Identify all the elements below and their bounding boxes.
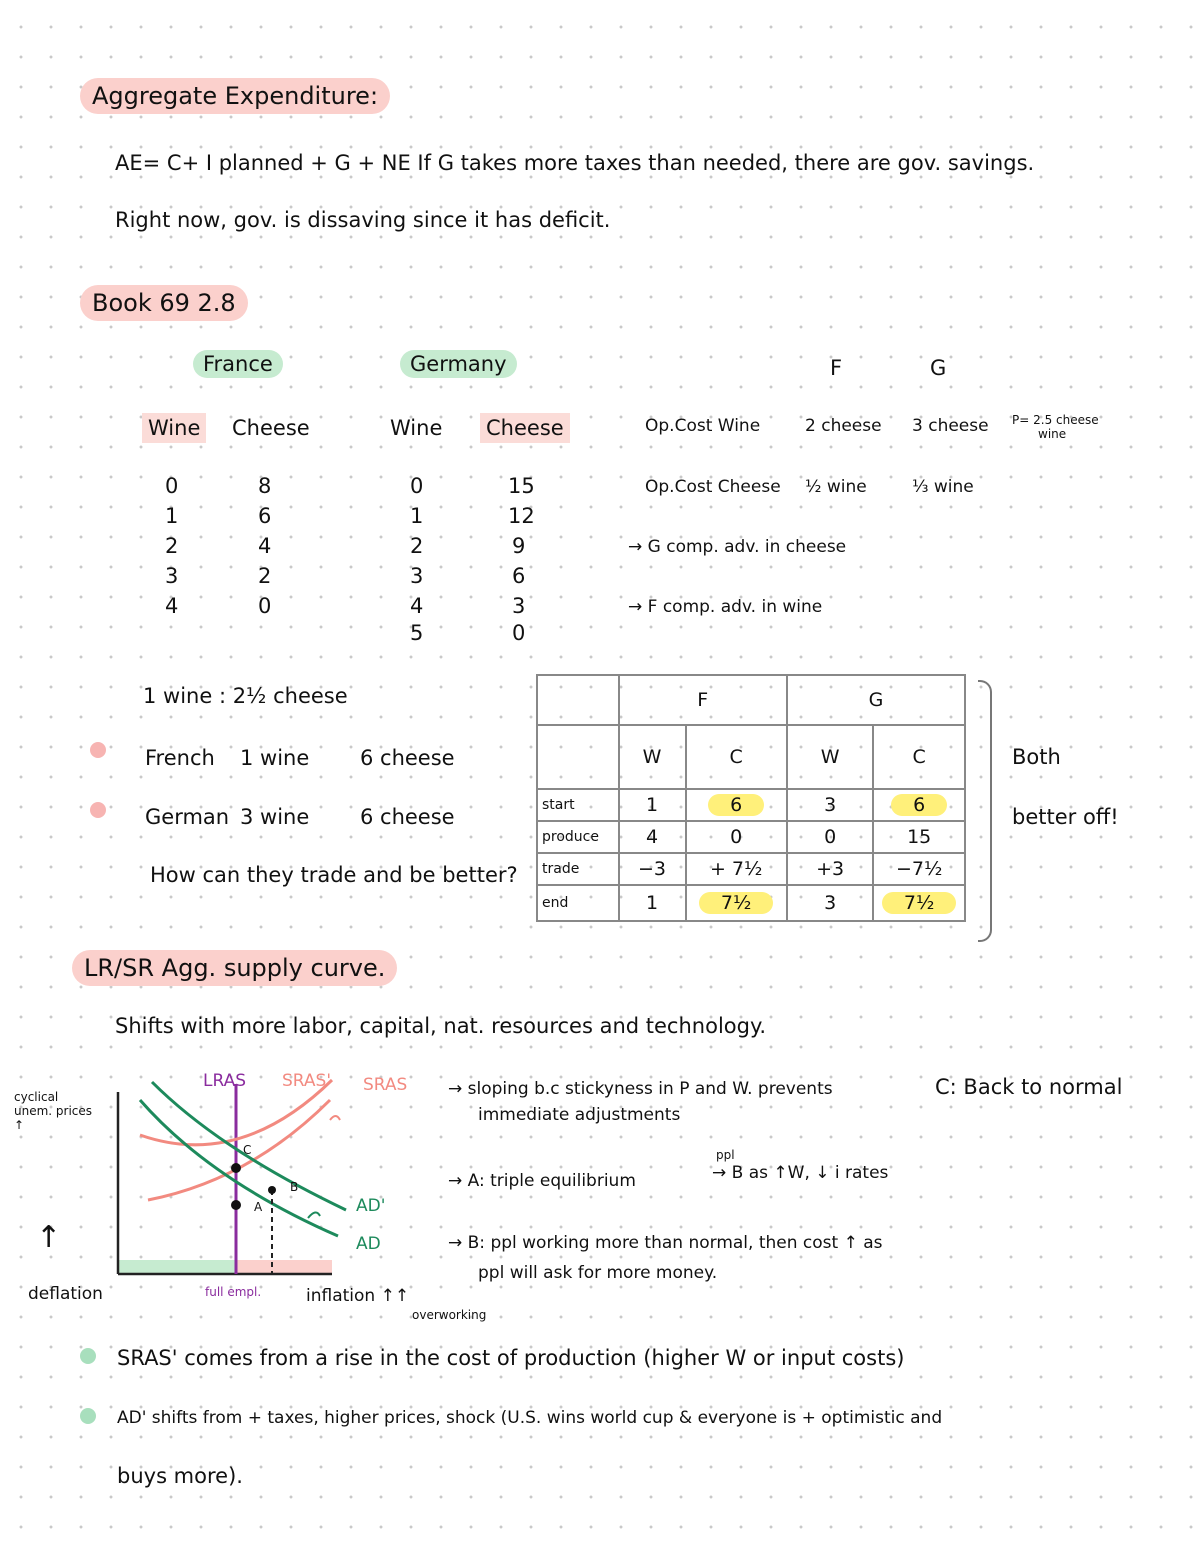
book-heading: Book 69 2.8	[80, 285, 248, 321]
france-wine-header: Wine	[142, 413, 206, 443]
comp-adv-cheese: → G comp. adv. in cheese	[628, 537, 847, 557]
sras-prime-label: SRAS'	[282, 1071, 332, 1091]
ae-formula-line: AE= C+ I planned + G + NE If G takes more taxes than needed, there are gov. savings.	[115, 151, 1035, 175]
bullet-dot	[90, 802, 106, 818]
both-label: Both	[1012, 745, 1061, 769]
inflation-label: inflation ↑↑	[306, 1286, 410, 1306]
shifts-line: Shifts with more labor, capital, nat. resources and technology.	[115, 1014, 767, 1038]
germany-wine-cell: 5	[410, 621, 424, 645]
germany-wine-cell: 4	[410, 594, 424, 618]
note-sloping: → sloping b.c stickyness in P and W. prevents	[448, 1079, 833, 1099]
note-b-wages: → B as ↑W, ↓ i rates	[712, 1163, 889, 1183]
table-row	[537, 821, 965, 853]
france-cheese-cell: 6	[258, 504, 272, 528]
france-cheese-header: Cheese	[232, 416, 310, 440]
opcost-cheese-label: Op.Cost Cheese	[645, 477, 781, 497]
trade-table	[536, 674, 966, 922]
note-c: C: Back to normal	[935, 1075, 1123, 1099]
ad-prime-label: AD'	[356, 1196, 386, 1216]
france-wine-cell: 0	[165, 474, 179, 498]
germany-wine-header: Wine	[390, 416, 443, 440]
ae-dissaving-line: Right now, gov. is dissaving since it has deficit.	[115, 208, 611, 232]
ad-shift-bullet-cont: buys more).	[117, 1464, 243, 1488]
cell: 3	[787, 789, 874, 821]
germany-cheese-cell: 3	[512, 594, 526, 618]
bullet-dot	[80, 1408, 96, 1424]
france-wine-cell: 2	[165, 534, 179, 558]
point-c-label: C	[243, 1143, 252, 1157]
cell: 1	[619, 789, 686, 821]
cell: 0	[686, 821, 787, 853]
germany-cheese-cell: 12	[508, 504, 535, 528]
better-off-label: better off!	[1012, 805, 1119, 829]
france-wine-cell: 4	[165, 594, 179, 618]
france-cheese-cell: 2	[258, 564, 272, 588]
germany-cheese-header: Cheese	[480, 413, 570, 443]
note-ppl: ppl	[716, 1148, 735, 1162]
full-empl-label: full empl.	[205, 1285, 262, 1299]
ad-shift-arrow	[308, 1212, 320, 1218]
row-label: trade	[537, 853, 619, 885]
row-label: start	[537, 789, 619, 821]
trade-subcol: C	[873, 725, 965, 789]
cell: +3	[787, 853, 874, 885]
trade-subcol: C	[686, 725, 787, 789]
opcost-wine-g: 3 cheese	[912, 416, 989, 436]
ad-label: AD	[356, 1234, 381, 1254]
cell-highlight: 7½	[873, 885, 965, 921]
bullet-dot	[80, 1348, 96, 1364]
deflation-zone	[118, 1260, 236, 1274]
sras-shift-arrow	[330, 1116, 340, 1120]
trade-subcol: W	[619, 725, 686, 789]
ad-shift-bullet: AD' shifts from + taxes, higher prices, shock (U.S. wins world cup & everyone is + optimistic and	[117, 1408, 943, 1428]
france-cheese-cell: 8	[258, 474, 272, 498]
lrsr-heading: LR/SR Agg. supply curve.	[72, 950, 397, 986]
opcost-col-g: G	[930, 356, 947, 380]
trade-subcol: W	[787, 725, 874, 789]
sras-cause-bullet: SRAS' comes from a rise in the cost of production (higher W or input costs)	[117, 1346, 905, 1370]
blank-cell	[537, 725, 619, 789]
cell: 0	[787, 821, 874, 853]
french-cheese: 6 cheese	[360, 746, 455, 770]
point-a-label: A	[254, 1200, 263, 1214]
opcost-wine-label: Op.Cost Wine	[645, 416, 761, 436]
table-row	[537, 789, 965, 821]
cell: 1	[619, 885, 686, 921]
germany-wine-cell: 1	[410, 504, 424, 528]
germany-wine-cell: 0	[410, 474, 424, 498]
cell: + 7½	[686, 853, 787, 885]
inflation-zone	[236, 1260, 332, 1274]
cell: 3	[787, 885, 874, 921]
germany-wine-cell: 2	[410, 534, 424, 558]
opcost-col-f: F	[830, 356, 843, 380]
table-row	[537, 885, 965, 921]
german-who: German	[145, 805, 230, 829]
brace	[978, 680, 992, 942]
point-a-dot	[231, 1200, 241, 1210]
note-b: → B: ppl working more than normal, then cost ↑ as	[448, 1233, 883, 1253]
cell: −7½	[873, 853, 965, 885]
point-b-dot	[268, 1186, 276, 1194]
comp-adv-wine: → F comp. adv. in wine	[628, 597, 823, 617]
note-sloping-cont: immediate adjustments	[478, 1105, 681, 1125]
cell-highlight: 7½	[686, 885, 787, 921]
note-a: → A: triple equilibrium	[448, 1171, 636, 1191]
french-wine: 1 wine	[240, 746, 310, 770]
cell: 15	[873, 821, 965, 853]
germany-cheese-cell: 0	[512, 621, 526, 645]
trade-question: How can they trade and be better?	[150, 863, 518, 887]
germany-wine-cell: 3	[410, 564, 424, 588]
price-note: P= 2.5 cheese wine	[1012, 413, 1099, 441]
france-wine-cell: 1	[165, 504, 179, 528]
deflation-label: deflation	[28, 1284, 103, 1304]
ae-heading: Aggregate Expenditure:	[80, 78, 390, 114]
cell: −3	[619, 853, 686, 885]
france-cheese-cell: 0	[258, 594, 272, 618]
cell: 4	[619, 821, 686, 853]
bullet-dot	[90, 742, 106, 758]
opcost-cheese-f: ½ wine	[805, 477, 867, 497]
up-arrow-icon: ↑	[36, 1220, 62, 1255]
germany-cheese-cell: 9	[512, 534, 526, 558]
lras-label: LRAS	[203, 1071, 247, 1091]
point-b-label: B	[290, 1180, 299, 1194]
germany-label: Germany	[400, 350, 517, 378]
france-wine-cell: 3	[165, 564, 179, 588]
opcost-wine-f: 2 cheese	[805, 416, 882, 436]
y-axis-label: cyclical unem. prices ↑	[14, 1090, 93, 1132]
germany-cheese-cell: 6	[512, 564, 526, 588]
cell-highlight: 6	[686, 789, 787, 821]
blank-cell	[537, 675, 619, 725]
row-label: end	[537, 885, 619, 921]
cell-highlight: 6	[873, 789, 965, 821]
overworking-label: overworking	[412, 1308, 487, 1322]
sras-label: SRAS	[363, 1075, 408, 1095]
point-c-dot	[231, 1163, 241, 1173]
note-b-cont: ppl will ask for more money.	[478, 1263, 718, 1283]
opcost-cheese-g: ⅓ wine	[912, 477, 974, 497]
france-cheese-cell: 4	[258, 534, 272, 558]
french-who: French	[145, 746, 215, 770]
germany-cheese-cell: 15	[508, 474, 535, 498]
trade-col-f: F	[619, 675, 787, 725]
german-cheese: 6 cheese	[360, 805, 455, 829]
france-label: France	[193, 350, 283, 378]
row-label: produce	[537, 821, 619, 853]
exchange-ratio: 1 wine : 2½ cheese	[143, 684, 348, 708]
german-wine: 3 wine	[240, 805, 310, 829]
table-row	[537, 853, 965, 885]
trade-col-g: G	[787, 675, 965, 725]
